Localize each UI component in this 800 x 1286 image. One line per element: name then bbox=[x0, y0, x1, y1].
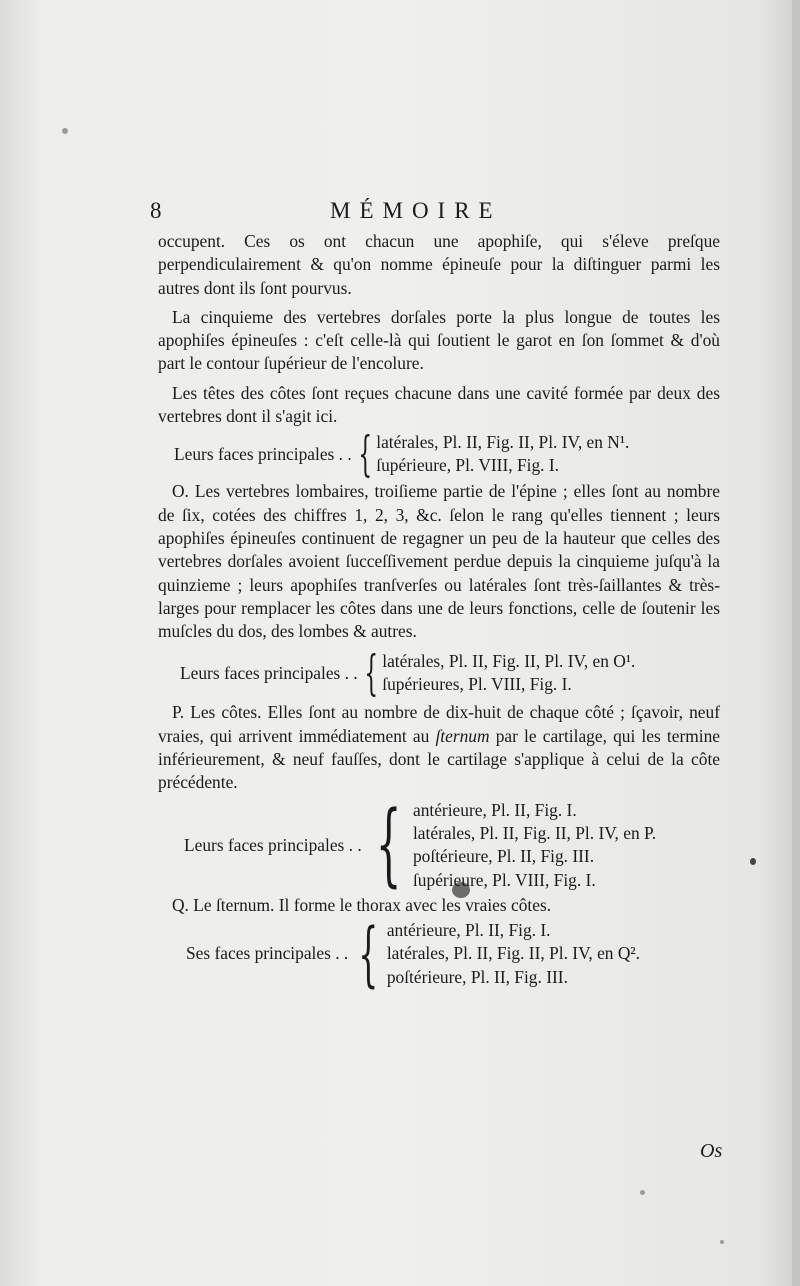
body-text bbox=[158, 230, 721, 996]
page-number: 8 bbox=[150, 198, 162, 223]
page-edge-shadow bbox=[792, 0, 800, 1286]
table-label: Leurs faces principales . . bbox=[184, 834, 362, 855]
table-entry: latérales, Pl. II, Fig. II, Pl. IV, en O¹. bbox=[382, 651, 636, 672]
table-entries bbox=[382, 650, 635, 697]
table-entry: latérales, Pl. II, Fig. II, Pl. IV, en Q². bbox=[386, 943, 640, 964]
table-entry: latérales, Pl. II, Fig. II, Pl. IV, en N¹. bbox=[376, 432, 630, 453]
table-entry: poſtérieure, Pl. II, Fig. III. bbox=[412, 846, 595, 867]
faces-table bbox=[186, 913, 720, 996]
table-entry: ſupérieure, Pl. VIII, Fig. I. bbox=[412, 869, 596, 890]
page-header bbox=[150, 198, 720, 228]
paragraph: Les têtes des côtes ſont reçues chacune dans une cavité formée par deux des vertebres dont il s'agit ici. bbox=[158, 382, 720, 427]
table-entry: antérieure, Pl. II, Fig. I. bbox=[412, 799, 577, 820]
table-label: Ses faces principales . . bbox=[186, 943, 349, 964]
table-entry: poſtérieure, Pl. II, Fig. III. bbox=[386, 966, 568, 987]
table-entries bbox=[387, 919, 640, 989]
table-entry: antérieure, Pl. II, Fig. I. bbox=[386, 920, 551, 941]
paragraph: O. Les vertebres lombaires, troiſieme partie de l'épine ; elles ſont au nombre de ſix, cotées des chiffres 1, 2, 3, &c. ſelon le rang qu'elles tiennent ; leurs apophiſes épineuſes continuent de regagner un peu de la hauteur que celles des vertebres dorſales avoient ſucceſſivement perdue depuis la cinquieme juſqu'à la quinzieme ; leurs apophiſes tranſverſes ou latérales ſont très-ſaillantes & très-larges pour remplacer les côtes dans une de leurs fonctions, celle de ſoutenir les muſcles du dos, des lombes & autres. bbox=[158, 481, 720, 642]
brace: { bbox=[358, 426, 372, 483]
table-entry: ſupérieure, Pl. VIII, Fig. I. bbox=[376, 455, 559, 476]
ink-spot bbox=[640, 1190, 645, 1195]
paragraph: occupent. Ces os ont chacun une apophiſe, qui s'éleve preſque perpendiculairement & qu'on nomme épineuſe pour la diſtinguer parmi les autres dont ils ſont pourvus. bbox=[158, 231, 720, 298]
faces-table bbox=[174, 426, 720, 483]
running-title: MÉMOIRE bbox=[330, 198, 502, 223]
text-run: P. Les côtes. Elles ſont au nombre de dix-huit de chaque côté ; ſçavoir, neuf vraies, qui arrivent immédiatement au bbox=[158, 702, 720, 746]
brace: { bbox=[364, 645, 378, 702]
brace: { bbox=[375, 792, 402, 898]
table-entry: latérales, Pl. II, Fig. II, Pl. IV, en P. bbox=[412, 822, 657, 843]
faces-table bbox=[180, 645, 720, 702]
text-run: par le cartilage, qui les termine inférieurement, & neuf fauſſes, dont le cartilage s'applique à celui de la côte précédente. bbox=[158, 725, 721, 793]
table-entries bbox=[413, 799, 656, 892]
paragraph bbox=[158, 701, 720, 794]
ink-spot bbox=[750, 858, 756, 865]
catchword: Os bbox=[700, 1140, 723, 1162]
brace: { bbox=[358, 913, 379, 996]
ink-spot bbox=[720, 1240, 724, 1244]
paragraph: La cinquieme des vertebres dorſales porte la plus longue de toutes les apophiſes épineuſes : c'eſt celle-là qui ſoutient le garot en ſon ſommet & d'où part le contour ſupérieur de l'encolure. bbox=[158, 306, 720, 374]
faces-table bbox=[184, 792, 720, 898]
paragraph: Q. Le ſternum. Il forme le thorax avec les vraies côtes. bbox=[172, 894, 552, 915]
table-entries bbox=[376, 431, 629, 478]
table-entry: ſupérieures, Pl. VIII, Fig. I. bbox=[382, 674, 572, 695]
table-label: Leurs faces principales . . bbox=[174, 443, 352, 464]
ink-spot bbox=[62, 128, 68, 134]
table-label: Leurs faces principales . . bbox=[180, 662, 358, 683]
italic-term: ſternum bbox=[435, 725, 490, 746]
